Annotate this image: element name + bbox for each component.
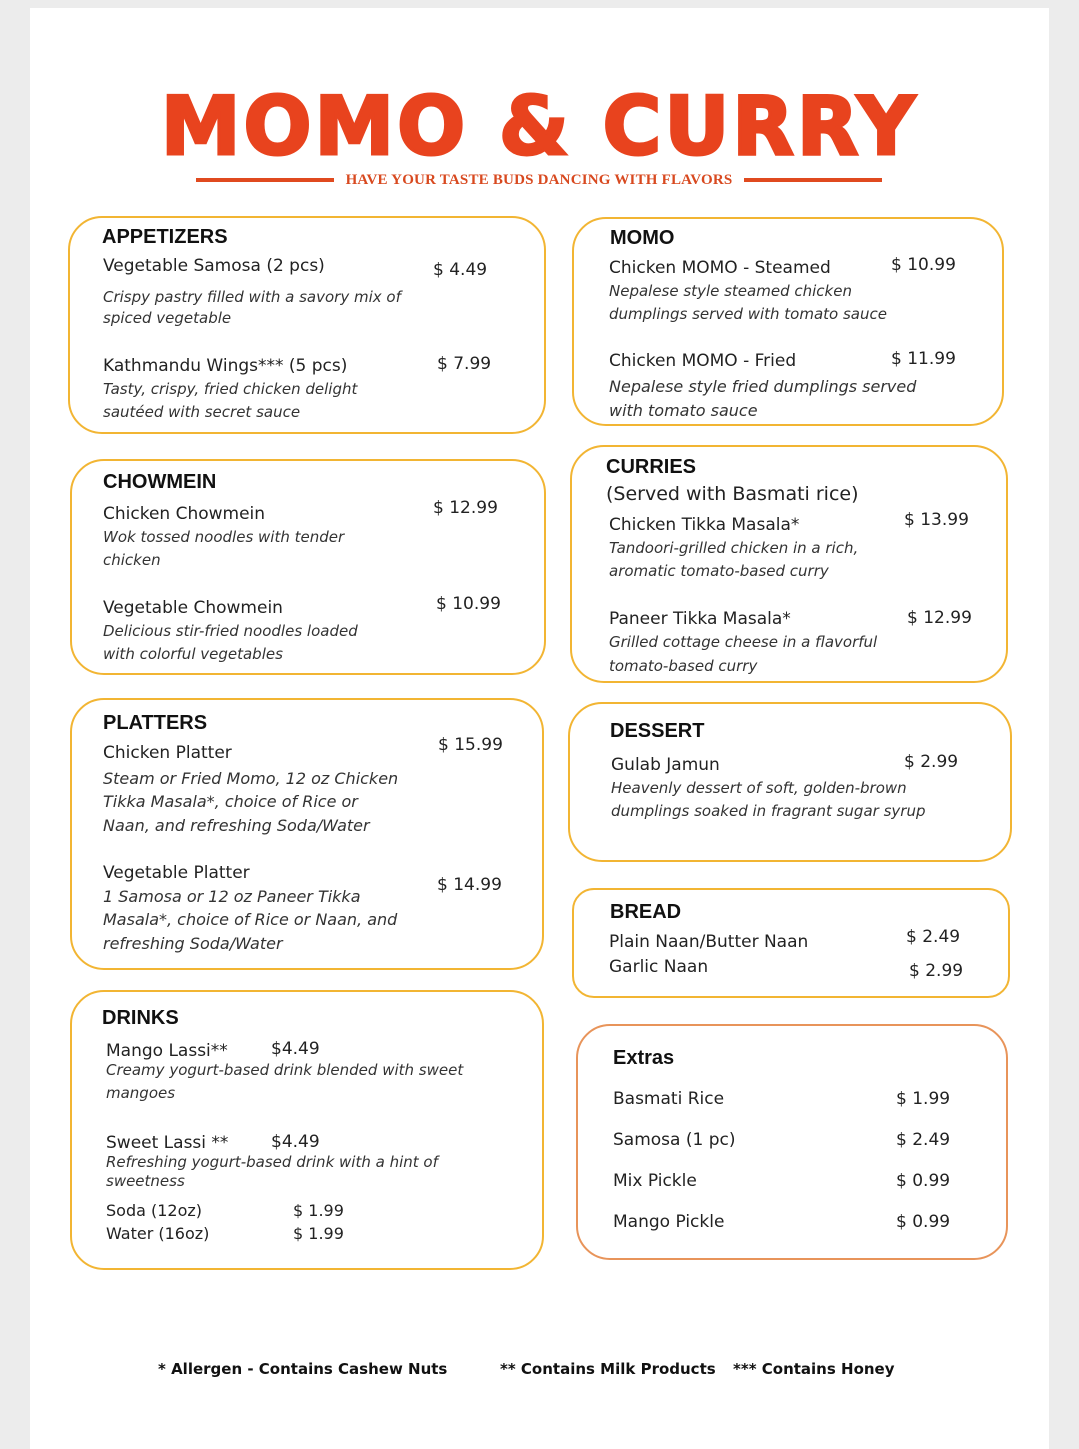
item-name: Sweet Lassi ** — [106, 1133, 229, 1153]
item-description: Tikka Masala*, choice of Rice or — [103, 792, 358, 811]
item-price: $ 4.49 — [433, 260, 488, 280]
item-description: tomato-based curry — [609, 657, 758, 675]
item-description: Steam or Fried Momo, 12 oz Chicken — [103, 769, 399, 788]
footnote-allergen: * Allergen - Contains Cashew Nuts — [158, 1360, 448, 1378]
item-price: $ 7.99 — [437, 354, 492, 374]
appetizers-heading: APPETIZERS — [102, 226, 228, 248]
item-price: $ 2.99 — [909, 961, 964, 981]
item-name: Chicken MOMO - Steamed — [609, 258, 831, 278]
item-name: Chicken Tikka Masala* — [609, 515, 800, 535]
item-description: Refreshing yogurt-based drink with a hint of — [106, 1153, 438, 1171]
extras-heading: Extras — [613, 1047, 675, 1069]
item-name: Kathmandu Wings*** (5 pcs) — [103, 356, 348, 376]
curries-heading: CURRIES — [606, 456, 697, 478]
item-name: Samosa (1 pc) — [613, 1130, 736, 1150]
item-price: $ 2.99 — [904, 752, 959, 772]
item-price: $4.49 — [271, 1132, 320, 1152]
item-description: aromatic tomato-based curry — [609, 562, 829, 580]
chowmein-heading: CHOWMEIN — [103, 471, 217, 493]
tagline-rule-left — [196, 178, 334, 182]
item-description: sautéed with secret sauce — [103, 403, 301, 421]
item-price: $ 12.99 — [907, 608, 972, 628]
item-name: Chicken MOMO - Fried — [609, 351, 797, 371]
item-name: Mango Lassi** — [106, 1041, 228, 1061]
item-name: Vegetable Chowmein — [103, 598, 283, 618]
footnote-honey: *** Contains Honey — [733, 1360, 895, 1378]
item-description: Wok tossed noodles with tender — [103, 528, 345, 546]
item-description: Creamy yogurt-based drink blended with sweet — [106, 1061, 464, 1079]
item-description: Masala*, choice of Rice or Naan, and — [103, 910, 398, 929]
item-name: Paneer Tikka Masala* — [609, 609, 791, 629]
item-description: Tasty, crispy, fried chicken delight — [103, 380, 358, 398]
item-name: Chicken Platter — [103, 743, 232, 763]
tagline-rule-right — [744, 178, 882, 182]
item-price: $ 1.99 — [896, 1089, 951, 1109]
item-price: $ 10.99 — [891, 255, 956, 275]
item-price: $ 2.49 — [906, 927, 961, 947]
item-description: Nepalese style fried dumplings served — [609, 377, 917, 396]
item-name: Basmati Rice — [613, 1089, 725, 1109]
item-name: Soda (12oz) — [106, 1201, 203, 1220]
item-name: Water (16oz) — [106, 1224, 210, 1243]
item-price: $ 10.99 — [436, 594, 501, 614]
item-description: chicken — [103, 551, 161, 569]
item-name: Mix Pickle — [613, 1171, 697, 1191]
item-description: sweetness — [106, 1172, 185, 1190]
item-name: Vegetable Samosa (2 pcs) — [103, 256, 325, 276]
item-description: Nepalese style steamed chicken — [609, 282, 852, 300]
item-price: $ 15.99 — [438, 735, 503, 755]
item-name: Mango Pickle — [613, 1212, 725, 1232]
item-name: Gulab Jamun — [611, 755, 720, 775]
item-price: $ 2.49 — [896, 1130, 951, 1150]
item-price: $ 1.99 — [293, 1201, 344, 1220]
momo-heading: MOMO — [610, 227, 675, 249]
curries-subheading: (Served with Basmati rice) — [606, 483, 859, 505]
item-price: $ 1.99 — [293, 1224, 344, 1243]
dessert-heading: DESSERT — [610, 720, 705, 742]
item-description: Naan, and refreshing Soda/Water — [103, 816, 370, 835]
item-description: dumplings served with tomato sauce — [609, 305, 887, 323]
tagline: HAVE YOUR TASTE BUDS DANCING WITH FLAVORS — [345, 171, 733, 188]
item-name: Vegetable Platter — [103, 863, 250, 883]
item-description: spiced vegetable — [103, 309, 232, 327]
item-price: $ 0.99 — [896, 1171, 951, 1191]
item-description: with colorful vegetables — [103, 645, 283, 663]
item-name: Plain Naan/Butter Naan — [609, 932, 809, 952]
item-description: Tandoori-grilled chicken in a rich, — [609, 539, 859, 557]
item-name: Garlic Naan — [609, 957, 709, 977]
item-description: Grilled cottage cheese in a flavorful — [609, 633, 878, 651]
item-price: $ 13.99 — [904, 510, 969, 530]
item-description: Delicious stir-fried noodles loaded — [103, 622, 358, 640]
item-name: Chicken Chowmein — [103, 504, 266, 524]
item-price: $ 0.99 — [896, 1212, 951, 1232]
tagline-row — [196, 170, 882, 190]
item-description: 1 Samosa or 12 oz Paneer Tikka — [103, 887, 361, 906]
item-description: refreshing Soda/Water — [103, 934, 283, 953]
footnote-milk: ** Contains Milk Products — [500, 1360, 716, 1378]
item-description: Heavenly dessert of soft, golden-brown — [611, 779, 907, 797]
item-price: $ 11.99 — [891, 349, 956, 369]
platters-heading: PLATTERS — [103, 712, 208, 734]
item-price: $ 14.99 — [437, 875, 502, 895]
item-description: mangoes — [106, 1084, 176, 1102]
drinks-heading: DRINKS — [102, 1007, 179, 1029]
item-description: with tomato sauce — [609, 401, 758, 420]
item-description: Crispy pastry filled with a savory mix of — [103, 288, 401, 306]
item-description: dumplings soaked in fragrant sugar syrup — [611, 802, 926, 820]
item-price: $4.49 — [271, 1039, 320, 1059]
item-price: $ 12.99 — [433, 498, 498, 518]
restaurant-title: MOMO & CURRY — [160, 80, 919, 173]
bread-heading: BREAD — [610, 901, 682, 923]
